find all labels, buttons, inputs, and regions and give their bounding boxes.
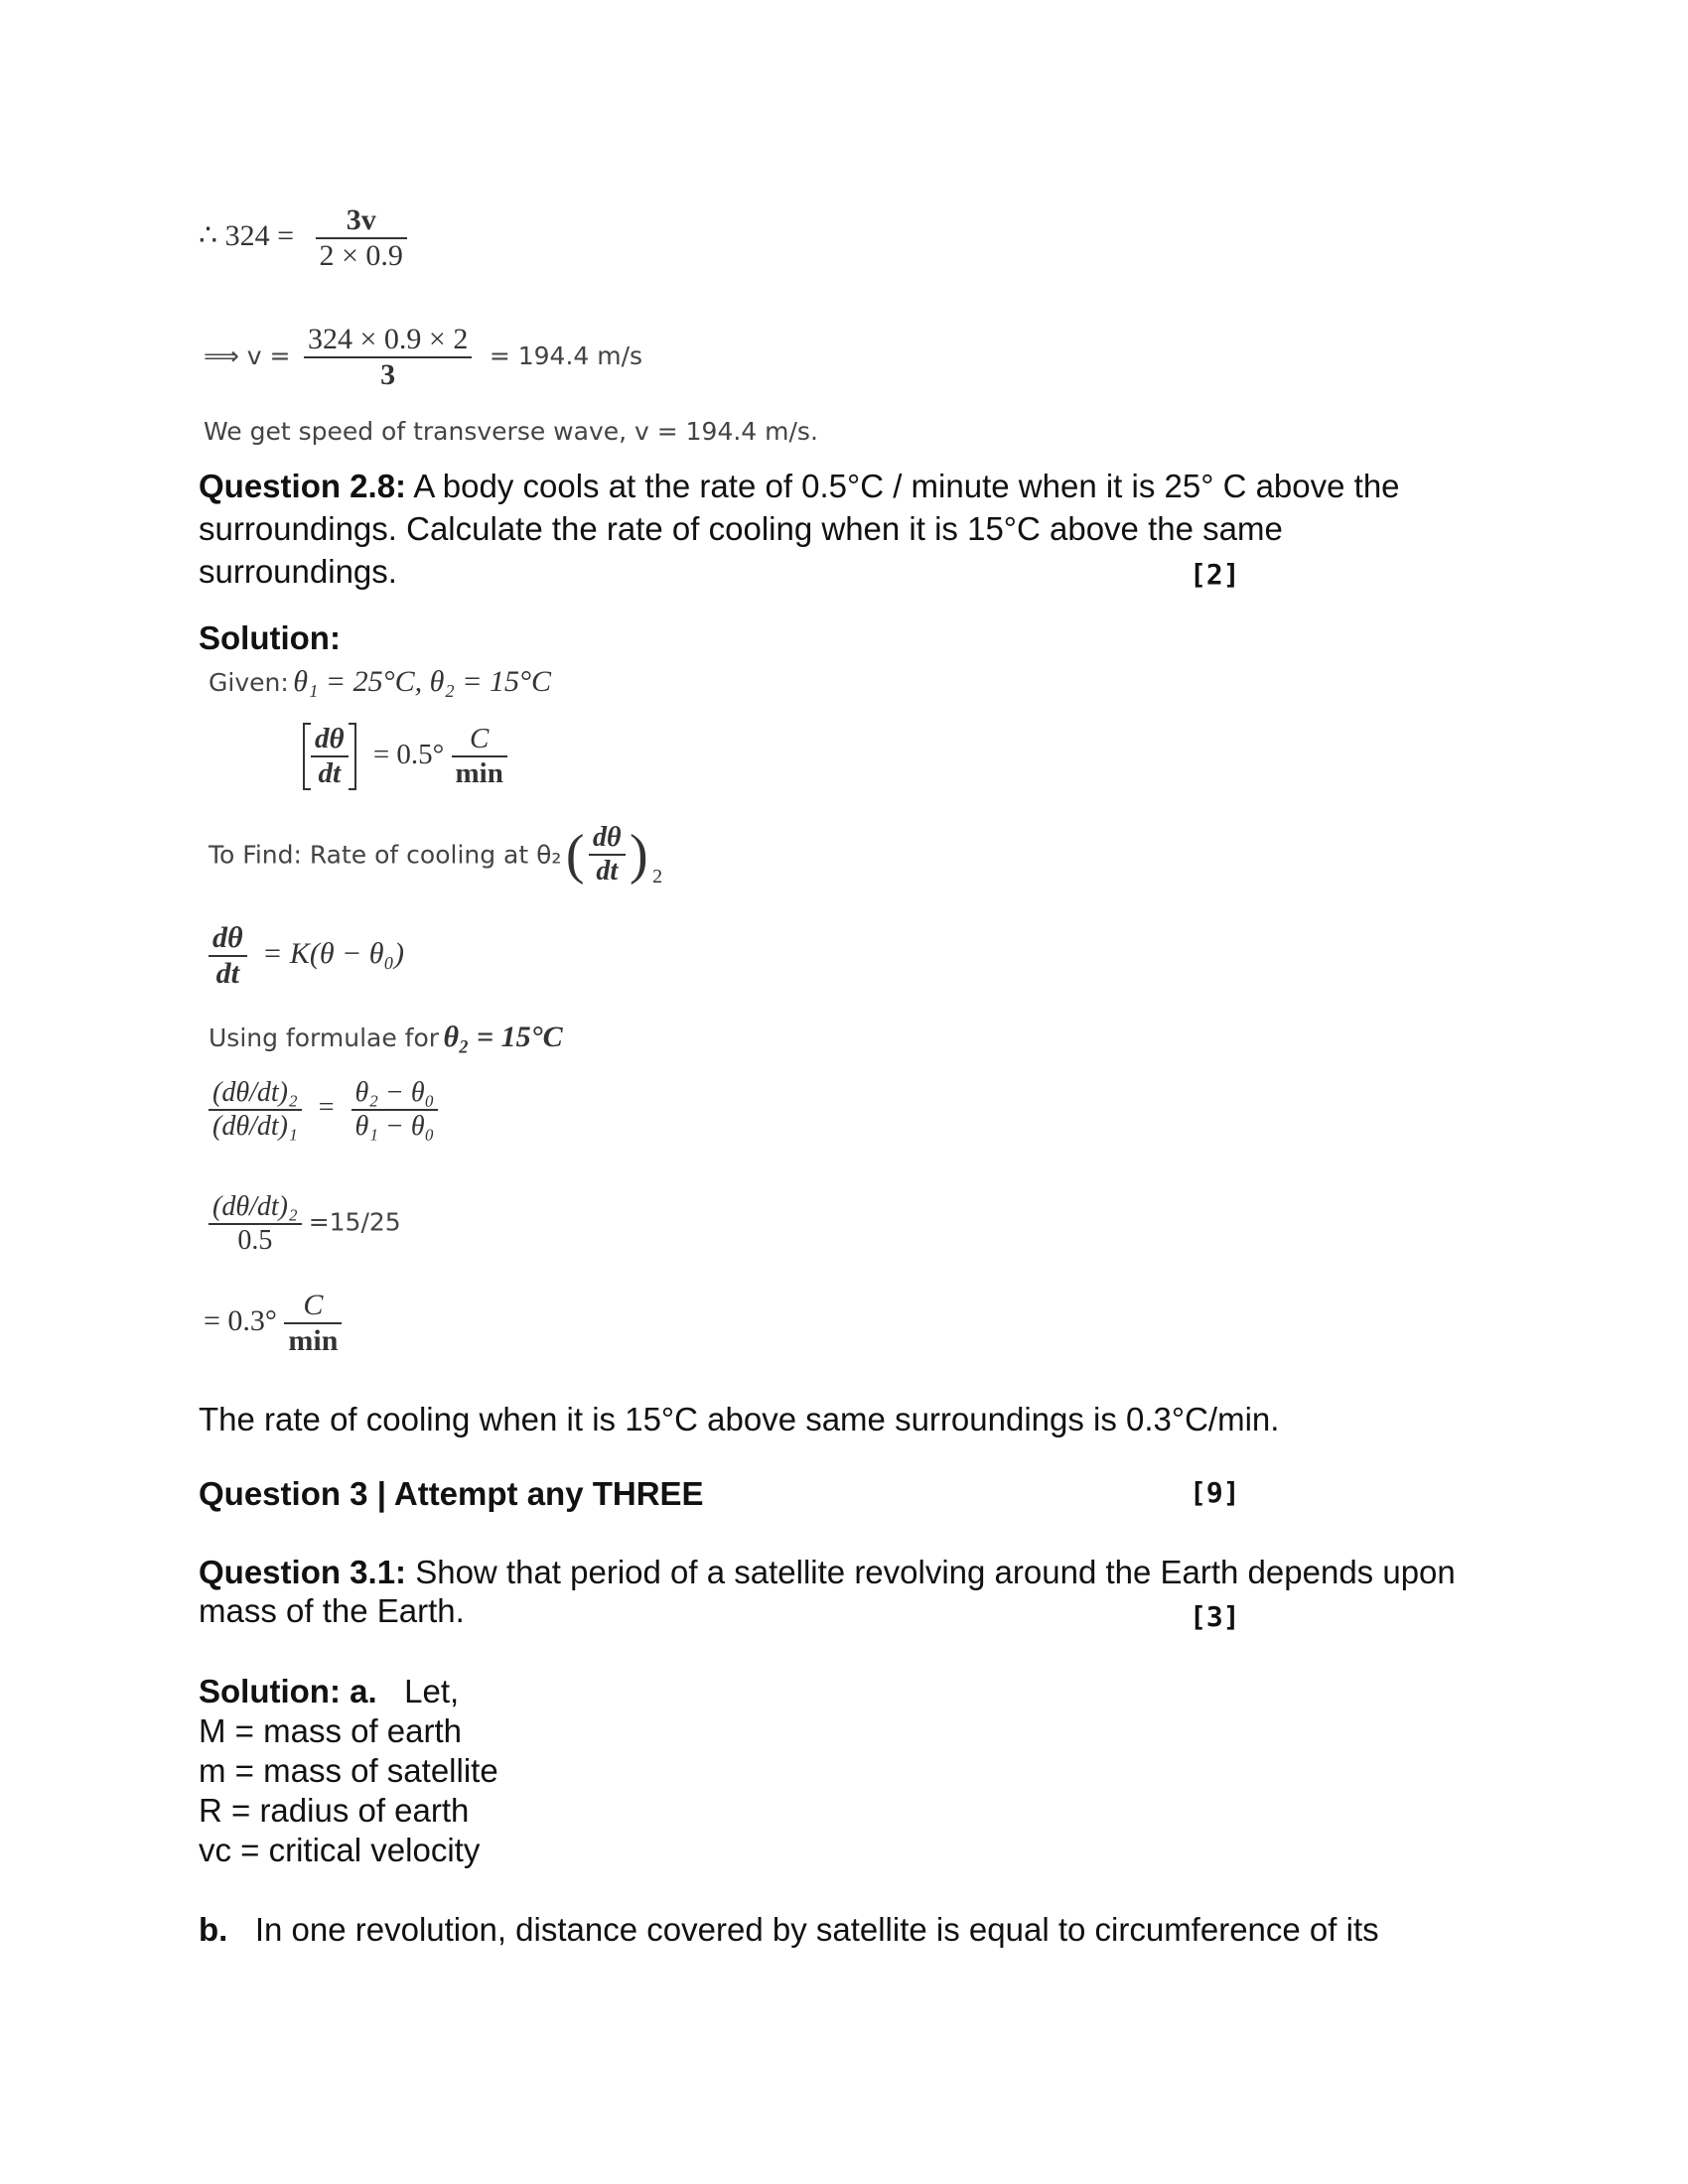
- result-unit-fraction: [284, 1289, 342, 1358]
- result-equation: [204, 1289, 342, 1358]
- speed-statement: We get speed of transverse wave, v = 194.4 m/s.: [204, 417, 818, 446]
- paren-close: ): [630, 824, 648, 886]
- question-text-line-1: Show that period of a satellite revolving around the Earth depends upon: [415, 1554, 1456, 1590]
- using-expression: θ₂ = 15°C: [443, 1021, 563, 1053]
- law-fraction: [209, 921, 247, 991]
- question-label: Question 3.1:: [199, 1554, 407, 1590]
- part-a-label: Solution: a.: [199, 1673, 377, 1709]
- solution-part-a: [199, 1670, 498, 1871]
- ratio-lhs-denominator: (dθ/dt)₁: [209, 1109, 302, 1143]
- definition-item: R = radius of earth: [199, 1792, 470, 1829]
- fraction-numerator: 3v: [346, 204, 376, 236]
- part-b-text: In one revolution, distance covered by satellite is equal to circumference of its: [254, 1911, 1379, 1948]
- question-label: Question 2.8:: [199, 468, 407, 504]
- given-rate-equation: [303, 723, 507, 790]
- fraction-numerator: dθ: [212, 921, 243, 954]
- ratio-rhs-denominator: θ₁ − θ₀: [352, 1109, 439, 1143]
- equation-lead: ⟹ v =: [204, 341, 291, 370]
- ratio-lhs: [209, 1077, 302, 1143]
- unit-denominator: min: [452, 755, 507, 790]
- ratio-equals: =: [318, 1092, 335, 1124]
- fraction-numerator: 324 × 0.9 × 2: [307, 323, 469, 355]
- calc-numerator: (dθ/dt)₂: [212, 1191, 298, 1222]
- fraction-denominator: dt: [589, 854, 626, 887]
- to-find-line: [209, 822, 662, 888]
- part-a-text: Let,: [404, 1673, 460, 1709]
- using-formula-line: [209, 1021, 563, 1054]
- rate-equals: = 0.5°: [372, 738, 445, 770]
- question-text-line-2: surroundings. Calculate the rate of cooling when it is 15°C above the same: [199, 510, 1283, 547]
- question-2-8: [199, 465, 1470, 593]
- ratio-rhs-numerator: θ₂ − θ₀: [354, 1077, 435, 1108]
- question-text-line-3: surroundings.: [199, 553, 397, 590]
- equation-fraction: [304, 323, 472, 392]
- result-lead: = 0.3°: [204, 1303, 277, 1337]
- question-3-heading: Question 3 | Attempt any THREE: [199, 1475, 704, 1512]
- paren-open: (: [565, 824, 585, 886]
- result-unit-denominator: min: [284, 1322, 342, 1358]
- cooling-law-equation: [209, 921, 404, 991]
- given-expression: θ₁ = 25°C, θ₂ = 15°C: [293, 665, 552, 698]
- part-b-label: b.: [199, 1911, 228, 1948]
- given-label: Given:: [209, 668, 289, 697]
- question-text-line-2: mass of the Earth.: [199, 1592, 465, 1629]
- ratio-equation: [209, 1077, 438, 1143]
- definition-item: m = mass of satellite: [199, 1752, 498, 1789]
- solution-heading: Solution:: [199, 619, 341, 656]
- equation-lead: ∴ 324 =: [199, 218, 295, 252]
- result-unit-numerator: C: [303, 1289, 324, 1321]
- fraction-numerator: dθ: [593, 822, 622, 853]
- unit-fraction: [452, 723, 507, 790]
- calc-denominator: 0.5: [209, 1223, 302, 1257]
- ratio-lhs-numerator: (dθ/dt)₂: [212, 1077, 298, 1108]
- using-text: Using formulae for: [209, 1024, 440, 1052]
- marks-badge: [9]: [1190, 1476, 1240, 1509]
- definition-item: M = mass of earth: [199, 1712, 463, 1749]
- calc-fraction: [209, 1191, 302, 1257]
- conclusion-text: The rate of cooling when it is 15°C above same surroundings is 0.3°C/min.: [199, 1401, 1280, 1437]
- fraction-denominator: dt: [209, 955, 247, 991]
- solution-part-b: [199, 1908, 1379, 1951]
- ratio-rhs: [352, 1077, 439, 1143]
- equation-tail: = 194.4 m/s: [489, 341, 643, 370]
- fraction-denominator: dt: [311, 755, 349, 790]
- marks-badge: [2]: [1190, 558, 1240, 591]
- definition-item: vc = critical velocity: [199, 1832, 481, 1868]
- question-text-line-1: A body cools at the rate of 0.5°C / minute when it is 25° C above the: [413, 468, 1400, 504]
- to-find-text: To Find: Rate of cooling at θ₂: [209, 840, 562, 870]
- fraction-denominator: 2 × 0.9: [316, 237, 407, 273]
- law-rhs: = K(θ − θ₀): [262, 936, 404, 970]
- calc-equation: [209, 1191, 401, 1257]
- unit-numerator: C: [470, 723, 490, 754]
- find-fraction: [589, 822, 626, 887]
- equation-speed-setup: [199, 204, 407, 273]
- find-subscript: 2: [652, 866, 663, 888]
- equation-speed-result: [204, 323, 642, 392]
- square-bracket: [303, 723, 356, 790]
- fraction-denominator: 3: [304, 356, 472, 392]
- given-line: [209, 665, 551, 699]
- question-3-1: [199, 1551, 1489, 1632]
- marks-badge: [3]: [1190, 1600, 1240, 1633]
- equation-fraction: [316, 204, 407, 273]
- fraction-numerator: dθ: [315, 723, 345, 754]
- calc-rhs: =15/25: [308, 1207, 401, 1237]
